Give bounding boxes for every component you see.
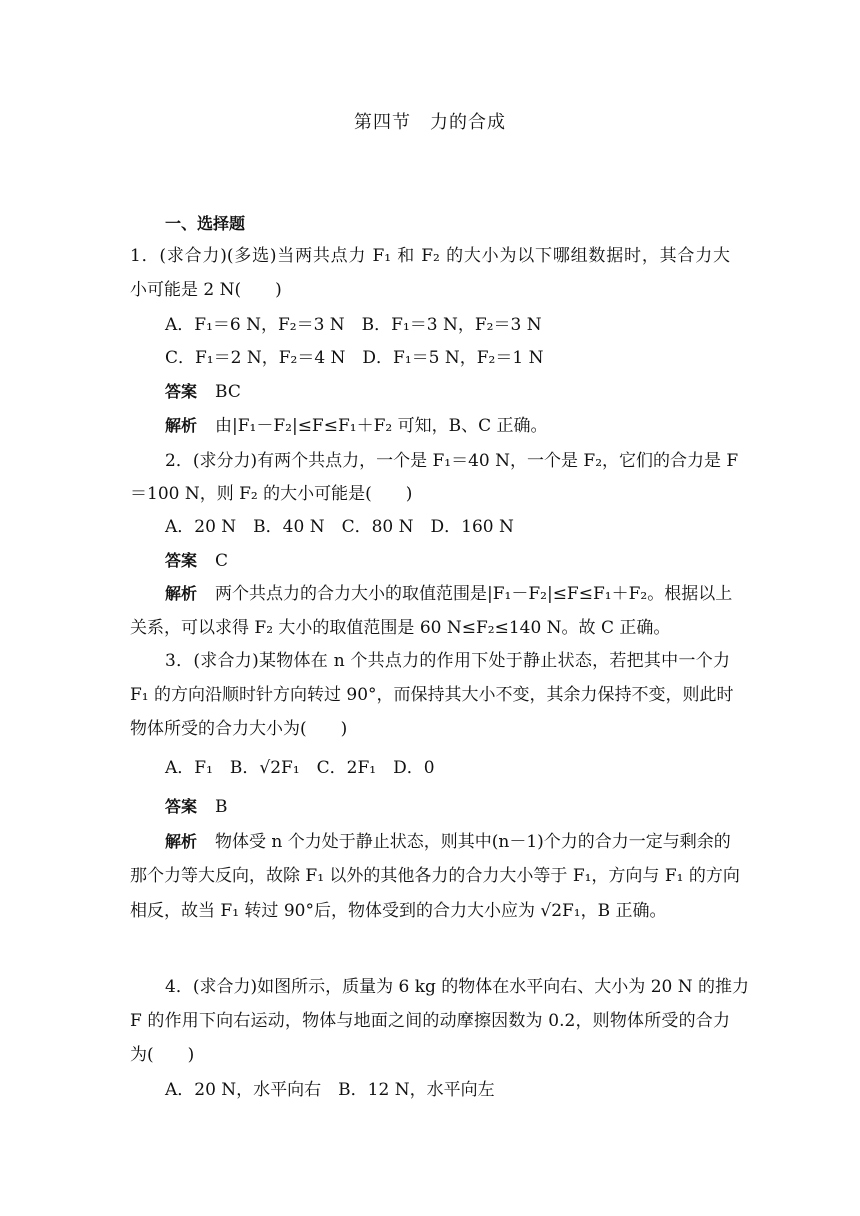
line-text: F 的作用下向右运动，物体与地面之间的动摩擦因数为 0.2，则物体所受的合力 bbox=[130, 1011, 730, 1031]
line-text: C．F₁＝2 N，F₂＝4 N D．F₁＝5 N，F₂＝1 N bbox=[165, 348, 544, 368]
answer-line bbox=[165, 795, 228, 819]
line-label: 答案 bbox=[165, 797, 198, 816]
text-line bbox=[165, 515, 514, 539]
text-line bbox=[165, 313, 542, 337]
line-text: 那个力等大反向，故除 F₁ 以外的其他各力的合力大小等于 F₁，方向与 F₁ 的方向 bbox=[130, 866, 740, 886]
text-line bbox=[165, 449, 739, 473]
text-line bbox=[165, 756, 435, 780]
analysis-line bbox=[165, 414, 548, 438]
answer-line bbox=[165, 380, 241, 404]
line-text: 2．(求分力)有两个共点力，一个是 F₁＝40 N，一个是 F₂，它们的合力是 F bbox=[165, 451, 739, 471]
line-label: 解析 bbox=[165, 416, 198, 435]
line-text: 物体所受的合力大小为( ) bbox=[130, 719, 348, 739]
line-text: ＝100 N，则 F₂ 的大小可能是( ) bbox=[130, 484, 413, 504]
text-line bbox=[130, 717, 730, 741]
line-text: 3．(求合力)某物体在 n 个共点力的作用下处于静止状态，若把其中一个力 bbox=[165, 651, 730, 671]
line-text: 小可能是 2 N( ) bbox=[130, 280, 282, 300]
answer-line bbox=[165, 549, 228, 573]
line-text: BC bbox=[215, 382, 241, 402]
line-text: 两个共点力的合力大小的取值范围是|F₁－F₂|≤F≤F₁＋F₂。根据以上 bbox=[215, 584, 733, 604]
line-text: 物体受 n 个力处于静止状态，则其中(n－1)个力的合力一定与剩余的 bbox=[215, 832, 731, 852]
text-line bbox=[130, 1009, 730, 1033]
line-text: 由|F₁－F₂|≤F≤F₁＋F₂ 可知，B、C 正确。 bbox=[215, 416, 548, 436]
line-label: 答案 bbox=[165, 382, 198, 401]
line-label: 解析 bbox=[165, 584, 198, 603]
line-text: 关系，可以求得 F₂ 大小的取值范围是 60 N≤F₂≤140 N。故 C 正确。 bbox=[130, 618, 671, 638]
text-line bbox=[165, 346, 543, 370]
text-line bbox=[130, 244, 730, 268]
page-title: 第四节 力的合成 bbox=[354, 112, 506, 133]
line-text: A．20 N，水平向右 B．12 N，水平向左 bbox=[165, 1080, 495, 1100]
analysis-line bbox=[165, 830, 730, 854]
line-text: A．F₁ B．√2F₁ C．2F₁ D．0 bbox=[165, 758, 435, 778]
text-line bbox=[165, 1078, 495, 1102]
text-line bbox=[130, 1043, 730, 1067]
line-text: C bbox=[215, 551, 229, 571]
line-text: 4．(求合力)如图所示，质量为 6 kg 的物体在水平向右、大小为 20 N 的推力 bbox=[165, 977, 750, 997]
line-text: B bbox=[215, 797, 228, 817]
line-text: 1．(求合力)(多选)当两共点力 F₁ 和 F₂ 的大小为以下哪组数据时，其合力大 bbox=[130, 246, 730, 266]
text-line bbox=[130, 482, 730, 506]
line-label: 答案 bbox=[165, 551, 198, 570]
text-line bbox=[130, 278, 730, 302]
line-text: 相反，故当 F₁ 转过 90°后，物体受到的合力大小应为 √2F₁，B 正确。 bbox=[130, 901, 667, 921]
line-text: A．F₁＝6 N，F₂＝3 N B．F₁＝3 N，F₂＝3 N bbox=[165, 315, 542, 335]
text-line bbox=[165, 649, 730, 673]
line-text: F₁ 的方向沿顺时针方向转过 90°，而保持其大小不变，其余力保持不变，则此时 bbox=[130, 685, 734, 705]
text-line bbox=[130, 616, 730, 640]
line-text: 为( ) bbox=[130, 1045, 195, 1065]
line-text: A．20 N B．40 N C．80 N D．160 N bbox=[165, 517, 514, 537]
section-heading: 一、选择题 bbox=[165, 214, 246, 233]
text-line bbox=[130, 899, 730, 923]
text-line bbox=[165, 975, 750, 999]
line-label: 解析 bbox=[165, 832, 198, 851]
analysis-line bbox=[165, 582, 733, 606]
text-line bbox=[130, 864, 740, 888]
text-line bbox=[130, 683, 734, 707]
